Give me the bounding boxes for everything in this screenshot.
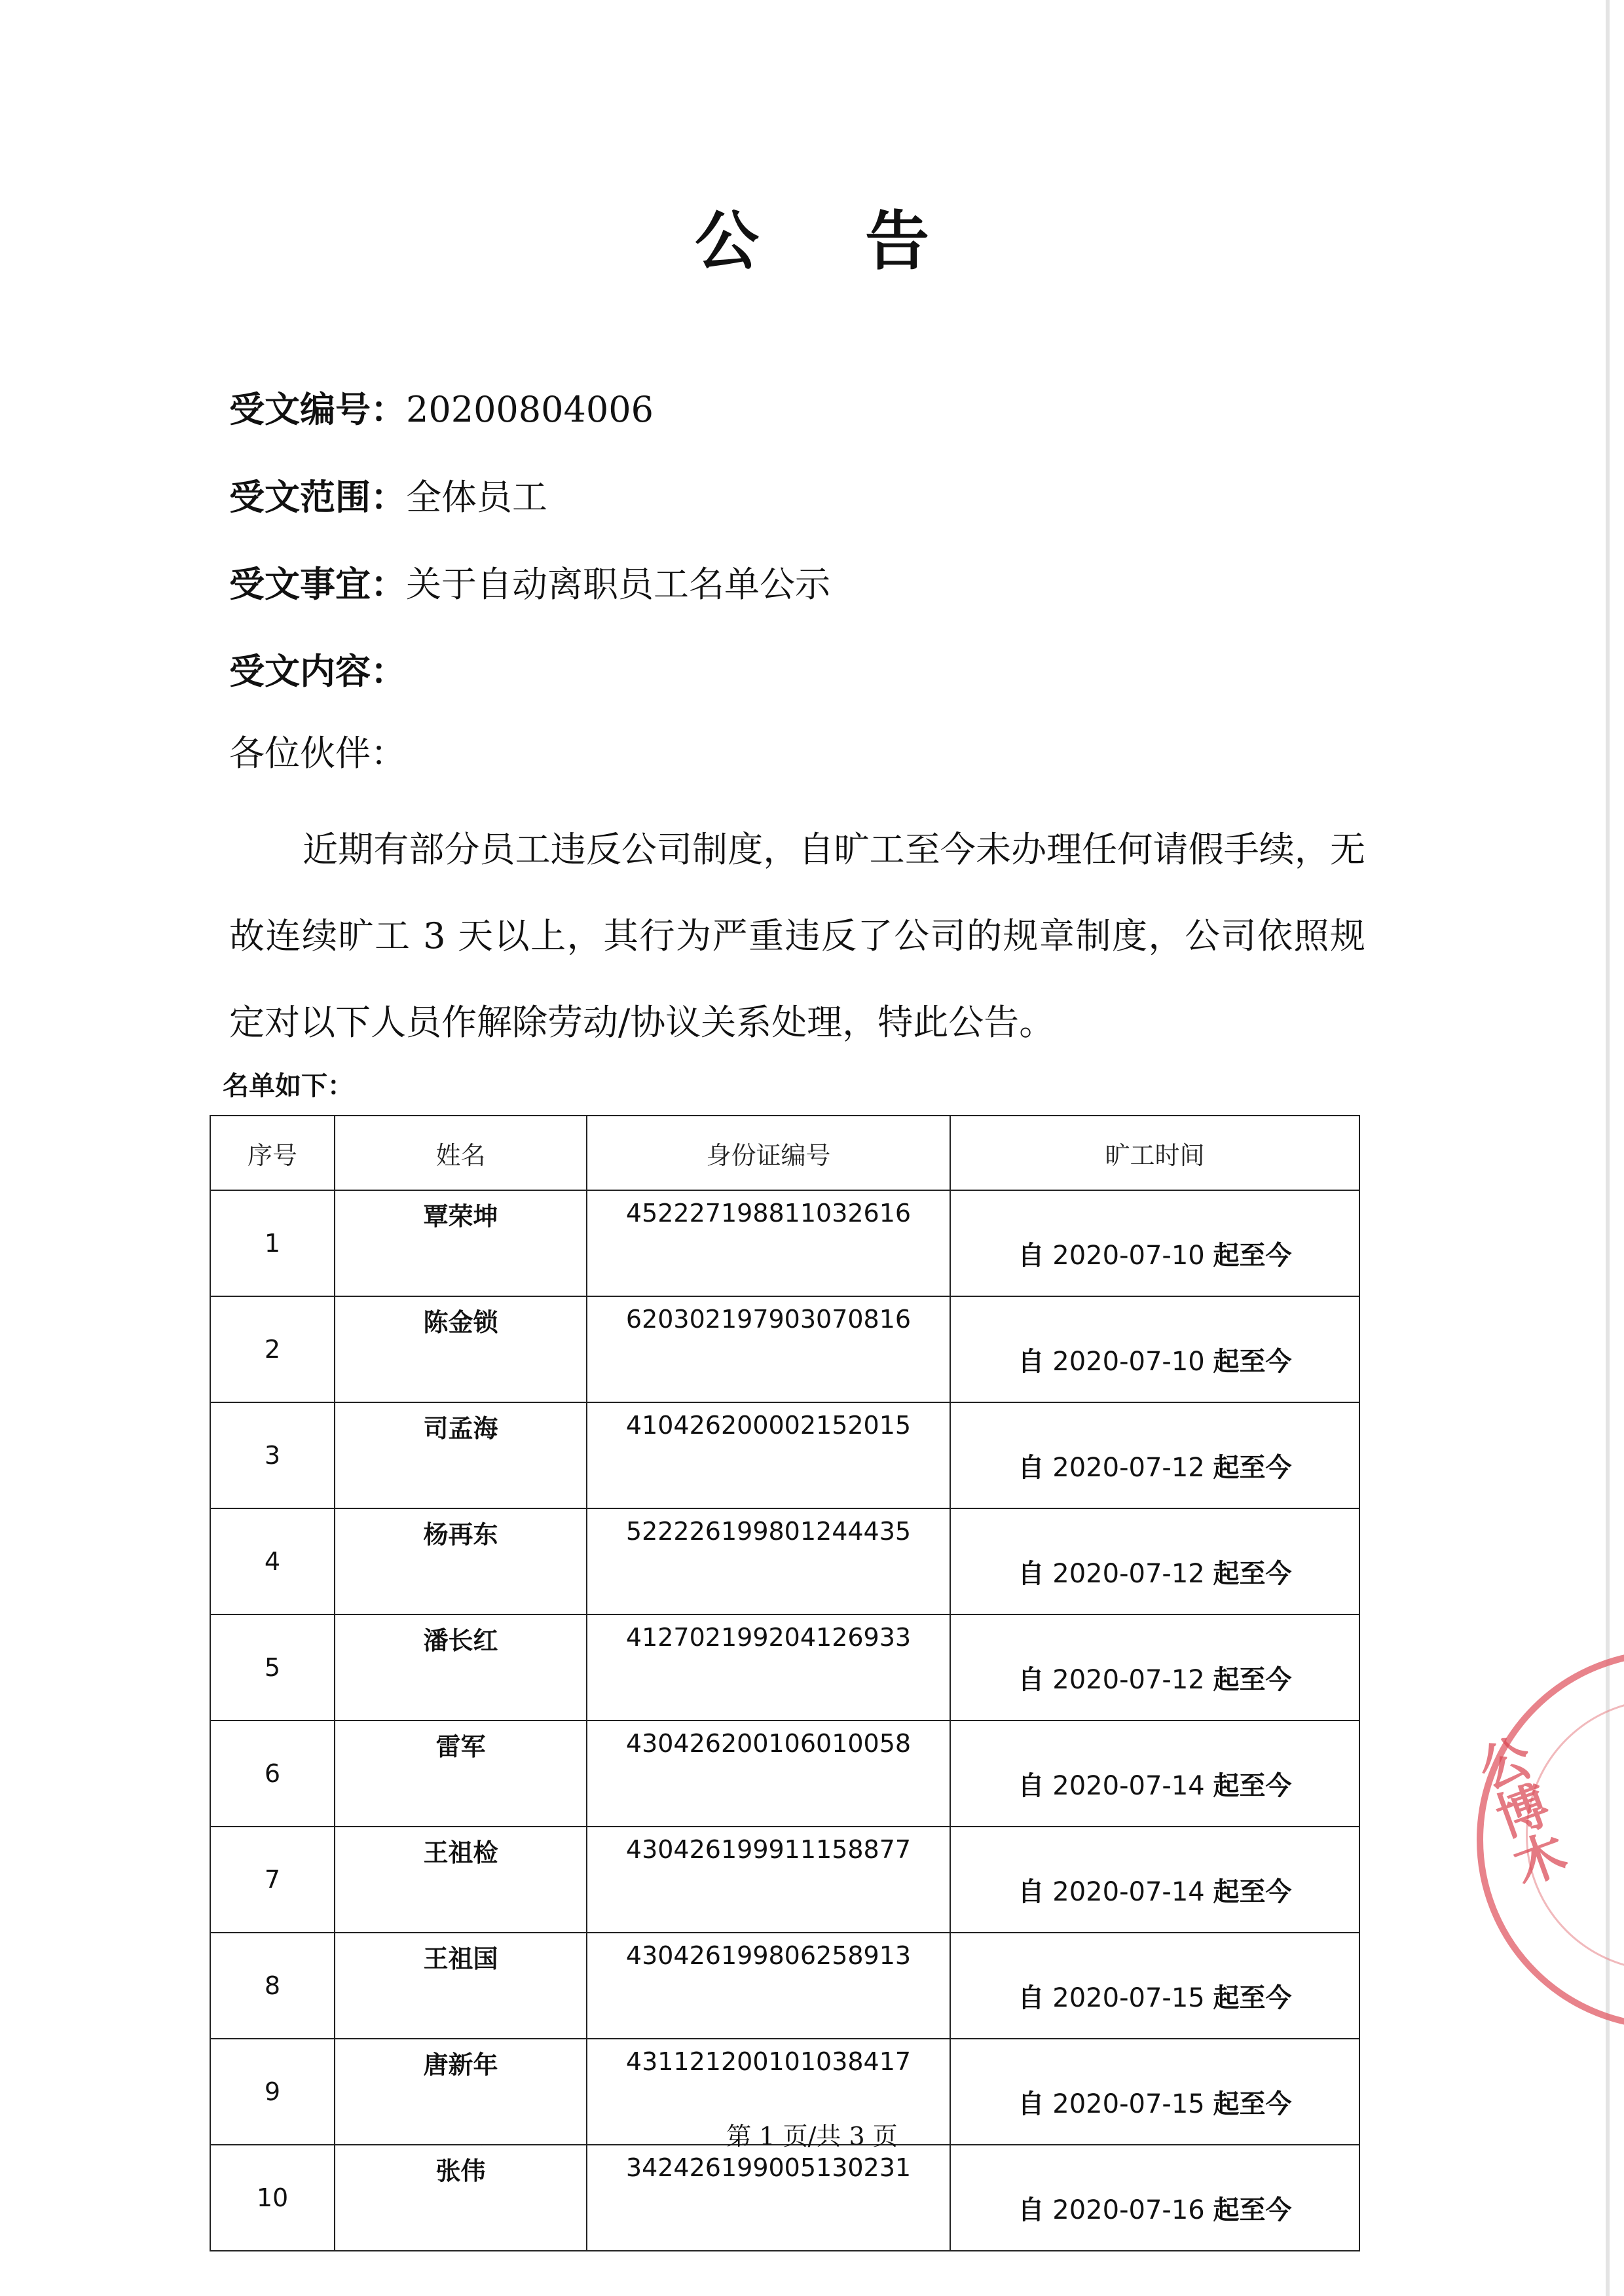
- absence-suffix: 起至今: [1213, 1346, 1292, 1377]
- cell-seq: 9: [210, 2039, 335, 2145]
- cell-seq: 2: [210, 1296, 335, 1402]
- cell-seq: 8: [210, 1933, 335, 2039]
- meta-value: 关于自动离职员工名单公示: [406, 564, 830, 605]
- absence-date: 2020-07-12: [1052, 1664, 1205, 1695]
- meta-label: 受文范围：: [229, 477, 406, 518]
- employee-table: [210, 1115, 1360, 2251]
- absence-prefix: 自: [1018, 1982, 1044, 2013]
- meta-line: [229, 556, 830, 607]
- cell-id-number: 430426200106010058: [587, 1721, 950, 1827]
- header-name: 姓名: [335, 1116, 587, 1190]
- cell-name: 潘长红: [335, 1614, 587, 1721]
- header-id: 身份证编号: [587, 1116, 950, 1190]
- absence-date: 2020-07-12: [1052, 1452, 1205, 1483]
- absence-prefix: 自: [1018, 1452, 1044, 1483]
- absence-date: 2020-07-10: [1052, 1240, 1205, 1271]
- table-row: [210, 1933, 1359, 2039]
- cell-name: 王祖国: [335, 1933, 587, 2039]
- table-row: [210, 1402, 1359, 1508]
- cell-id-number: 412702199204126933: [587, 1614, 950, 1721]
- absence-date: 2020-07-15: [1052, 1982, 1205, 2013]
- cell-seq: 10: [210, 2145, 335, 2251]
- table-body: [210, 1190, 1359, 2251]
- absence-suffix: 起至今: [1213, 1664, 1292, 1695]
- cell-absence-period: [950, 1296, 1359, 1402]
- page-footer: 第 1 页/共 3 页: [726, 2122, 898, 2151]
- absence-prefix: 自: [1018, 1770, 1044, 1801]
- meta-label: 受文内容：: [229, 651, 406, 692]
- absence-date: 2020-07-12: [1052, 1558, 1205, 1589]
- absence-suffix: 起至今: [1213, 1982, 1292, 2013]
- cell-name: 司孟海: [335, 1402, 587, 1508]
- absence-suffix: 起至今: [1213, 1558, 1292, 1589]
- cell-id-number: 410426200002152015: [587, 1402, 950, 1508]
- body-paragraph: 近期有部分员工违反公司制度，自旷工至今未办理任何请假手续，无故连续旷工 3 天以上，其行为严重违反了公司的规章制度，公司依照规定对以下人员作解除劳动/协议关系处理，特此公告。: [229, 829, 1365, 1043]
- cell-id-number: 430426199806258913: [587, 1933, 950, 2039]
- cell-seq: 4: [210, 1508, 335, 1614]
- table-row: [210, 1296, 1359, 1402]
- cell-id-number: 620302197903070816: [587, 1296, 950, 1402]
- cell-name: 雷军: [335, 1721, 587, 1827]
- cell-name: 覃荣坤: [335, 1190, 587, 1296]
- table-row: [210, 1827, 1359, 1933]
- absence-suffix: 起至今: [1213, 2195, 1292, 2225]
- cell-absence-period: [950, 1508, 1359, 1614]
- meta-label: 受文编号：: [229, 389, 406, 430]
- absence-prefix: 自: [1018, 2195, 1044, 2225]
- absence-suffix: 起至今: [1213, 1452, 1292, 1483]
- cell-seq: 6: [210, 1721, 335, 1827]
- document-title: 公 告: [694, 204, 972, 279]
- absence-suffix: 起至今: [1213, 1876, 1292, 1907]
- absence-prefix: 自: [1018, 1876, 1044, 1907]
- header-seq: 序号: [210, 1116, 335, 1190]
- table-row: [210, 1614, 1359, 1721]
- cell-name: 张伟: [335, 2145, 587, 2251]
- header-absence: 旷工时间: [950, 1116, 1359, 1190]
- table-row: [210, 1721, 1359, 1827]
- absence-date: 2020-07-14: [1052, 1876, 1205, 1907]
- cell-absence-period: [950, 1190, 1359, 1296]
- cell-absence-period: [950, 2145, 1359, 2251]
- cell-name: 唐新年: [335, 2039, 587, 2145]
- table-row: [210, 1508, 1359, 1614]
- meta-line: [229, 469, 547, 520]
- absence-suffix: 起至今: [1213, 1240, 1292, 1271]
- absence-prefix: 自: [1018, 1240, 1044, 1271]
- cell-id-number: 522226199801244435: [587, 1508, 950, 1614]
- cell-absence-period: [950, 1614, 1359, 1721]
- absence-prefix: 自: [1018, 1346, 1044, 1377]
- meta-value: 20200804006: [406, 389, 654, 430]
- absence-date: 2020-07-15: [1052, 2088, 1205, 2119]
- meta-label: 受文事宜：: [229, 564, 406, 605]
- absence-prefix: 自: [1018, 2088, 1044, 2119]
- absence-date: 2020-07-10: [1052, 1346, 1205, 1377]
- cell-absence-period: [950, 1827, 1359, 1933]
- cell-name: 王祖检: [335, 1827, 587, 1933]
- absence-date: 2020-07-14: [1052, 1770, 1205, 1801]
- greeting: 各位伙伴：: [229, 733, 406, 774]
- absence-prefix: 自: [1018, 1664, 1044, 1695]
- cell-absence-period: [950, 1933, 1359, 2039]
- cell-id-number: 342426199005130231: [587, 2145, 950, 2251]
- cell-absence-period: [950, 1402, 1359, 1508]
- meta-line: [229, 644, 406, 694]
- seal-text: 公博木: [1464, 1729, 1572, 1894]
- cell-seq: 1: [210, 1190, 335, 1296]
- absence-date: 2020-07-16: [1052, 2195, 1205, 2225]
- cell-absence-period: [950, 1721, 1359, 1827]
- cell-id-number: 431121200101038417: [587, 2039, 950, 2145]
- absence-prefix: 自: [1018, 1558, 1044, 1589]
- cell-id-number: 452227198811032616: [587, 1190, 950, 1296]
- cell-name: 杨再东: [335, 1508, 587, 1614]
- meta-line: [229, 382, 654, 432]
- absence-suffix: 起至今: [1213, 1770, 1292, 1801]
- meta-value: 全体员工: [406, 477, 547, 518]
- cell-seq: 7: [210, 1827, 335, 1933]
- table-row: [210, 1190, 1359, 1296]
- table-row: [210, 2145, 1359, 2251]
- absence-suffix: 起至今: [1213, 2088, 1292, 2119]
- list-label: 名单如下：: [223, 1071, 354, 1101]
- cell-name: 陈金锁: [335, 1296, 587, 1402]
- cell-id-number: 430426199911158877: [587, 1827, 950, 1933]
- table-header-row: [210, 1116, 1359, 1190]
- cell-seq: 5: [210, 1614, 335, 1721]
- cell-seq: 3: [210, 1402, 335, 1508]
